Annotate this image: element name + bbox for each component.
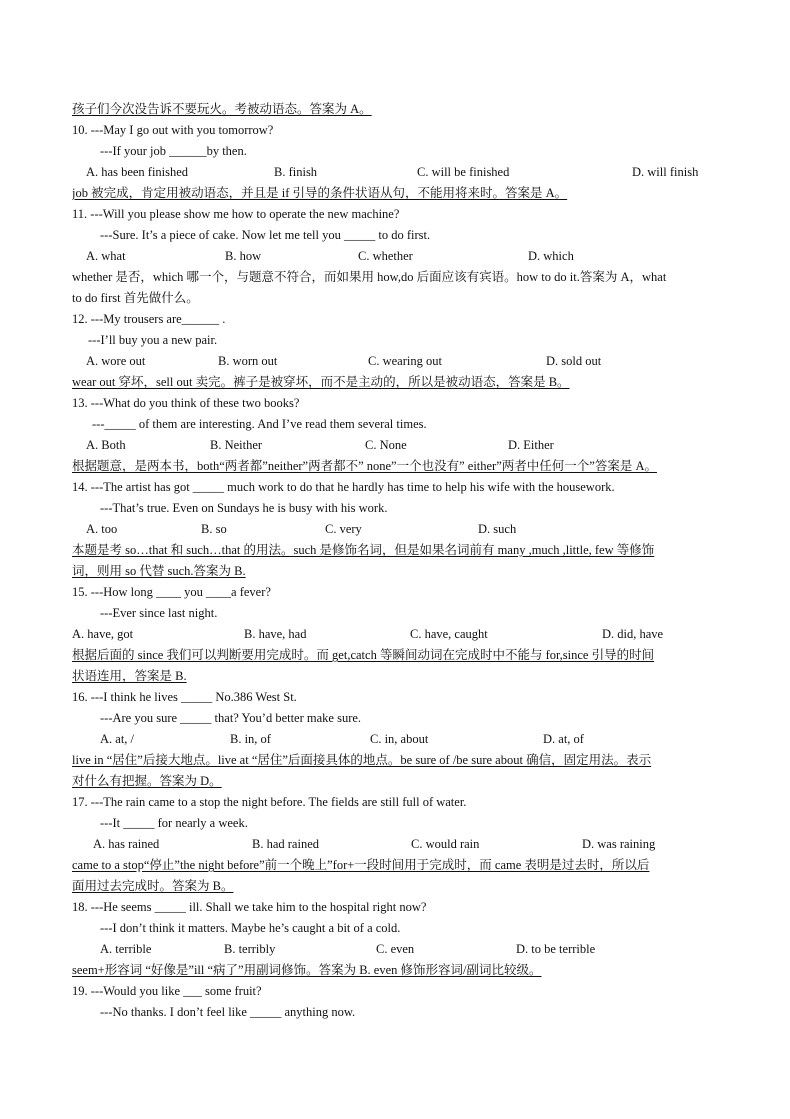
question-13-option-b: B. Neither <box>210 438 263 452</box>
question-11-option-b: B. how <box>225 249 262 263</box>
question-18-option-c: C. even <box>376 942 415 956</box>
question-11-reply: ---Sure. It’s a piece of cake. Now let me tell you _____ to do first. <box>100 228 431 242</box>
question-11-option-a: A. what <box>86 249 126 263</box>
question-15-option-b: B. have, had <box>244 627 307 641</box>
question-12-option-d: D. sold out <box>546 354 602 368</box>
question-17-option-c: C. would rain <box>411 837 480 851</box>
question-10-stem: 10. ---May I go out with you tomorrow? <box>72 123 274 137</box>
question-10-option-a: A. has been finished <box>86 165 189 179</box>
question-15-option-a: A. have, got <box>72 627 134 641</box>
question-16-option-d: D. at, of <box>543 732 584 746</box>
question-12-option-c: C. wearing out <box>368 354 442 368</box>
question-17-stem: 17. ---The rain came to a stop the night before. The fields are still full of water. <box>72 795 467 809</box>
question-17-option-b: B. had rained <box>252 837 319 851</box>
question-18-option-b: B. terribly <box>224 942 276 956</box>
question-14-option-c: C. very <box>325 522 362 536</box>
question-13-option-c: C. None <box>365 438 407 452</box>
question-16-explanation-cont: 对什么有把握。答案为 D。 <box>72 774 222 788</box>
question-10-option-b: B. finish <box>274 165 318 179</box>
question-19-reply: ---No thanks. I don’t feel like _____ anything now. <box>100 1005 356 1019</box>
question-11-option-d: D. which <box>528 249 574 263</box>
question-17-option-d: D. was raining <box>582 837 656 851</box>
question-13-option-a: A. Both <box>86 438 126 452</box>
question-19-stem: 19. ---Would you like ___ some fruit? <box>72 984 262 998</box>
question-11-stem: 11. ---Will you please show me how to operate the new machine? <box>72 207 400 221</box>
question-14-explanation-cont: 词，则用 so 代替 such.答案为 B. <box>72 564 246 578</box>
question-16-option-b: B. in, of <box>230 732 271 746</box>
question-13-stem: 13. ---What do you think of these two books? <box>72 396 300 410</box>
question-14-option-a: A. too <box>86 522 118 536</box>
question-12-reply: ---I’ll buy you a new pair. <box>88 333 218 347</box>
question-18-option-a: A. terrible <box>100 942 152 956</box>
question-14-reply: ---That’s true. Even on Sundays he is busy with his work. <box>100 501 388 515</box>
question-15-stem: 15. ---How long ____ you ____a fever? <box>72 585 271 599</box>
question-12-stem: 12. ---My trousers are______ . <box>72 312 226 326</box>
question-15-option-d: D. did, have <box>602 627 664 641</box>
question-10-reply: ---If your job ______by then. <box>100 144 247 158</box>
question-10-option-c: C. will be finished <box>417 165 510 179</box>
question-15-explanation: 根据后面的 since 我们可以判断要用完成时。而 get,catch 等瞬间动词在完成时中不能与 for,since 引导的时间 <box>72 648 655 662</box>
question-18-option-d: D. to be terrible <box>516 942 596 956</box>
question-14-stem: 14. ---The artist has got _____ much work to do that he hardly has time to help his wife with the housework. <box>72 480 615 494</box>
question-15-option-c: C. have, caught <box>410 627 488 641</box>
question-17-explanation: came to a stop“停止”the night before”前一个晚上”for+一段时间用于完成时，而 came 表明是过去时，所以后 <box>72 858 650 872</box>
question-14-explanation: 本题是考 so…that 和 such…that 的用法。such 是修饰名词，但是如果名词前有 many ,much ,little, few 等修饰 <box>72 543 655 557</box>
question-11-explanation-cont: to do first 首先做什么。 <box>72 291 199 305</box>
question-10-option-d: D. will finish <box>632 165 699 179</box>
question-17-explanation-cont: 面用过去完成时。答案为 B。 <box>72 879 234 893</box>
question-13-reply: ---_____ of them are interesting. And I’ve read them several times. <box>92 417 427 431</box>
question-14-option-d: D. such <box>478 522 517 536</box>
question-18-reply: ---I don’t think it matters. Maybe he’s caught a bit of a cold. <box>100 921 401 935</box>
question-15-explanation-cont: 状语连用，答案是 B. <box>72 669 187 683</box>
question-11-option-c: C. whether <box>358 249 413 263</box>
question-16-option-c: C. in, about <box>370 732 429 746</box>
question-13-explanation: 根据题意，是两本书，both“两者都”neither”两者都不” none”一个也没有” either”两者中任何一个”答案是 A。 <box>72 459 657 473</box>
question-16-option-a: A. at, / <box>100 732 135 746</box>
question-12-option-b: B. worn out <box>218 354 278 368</box>
question-17-option-a: A. has rained <box>93 837 160 851</box>
question-15-reply: ---Ever since last night. <box>100 606 218 620</box>
question-16-stem: 16. ---I think he lives _____ No.386 West St. <box>72 690 297 704</box>
question-12-option-a: A. wore out <box>86 354 146 368</box>
question-14-option-b: B. so <box>201 522 227 536</box>
question-18-stem: 18. ---He seems _____ ill. Shall we take him to the hospital right now? <box>72 900 427 914</box>
question-12-explanation: wear out 穿坏，sell out 卖完。裤子是被穿坏，而不是主动的，所以是被动语态，答案是 B。 <box>72 375 570 389</box>
question-17-reply: ---It _____ for nearly a week. <box>100 816 248 830</box>
question-11-explanation: whether 是否，which 哪一个，与题意不符合，而如果用 how,do 后面应该有宾语。how to do it.答案为 A，what <box>72 270 667 284</box>
explanation-line: 孩子们今次没告诉不要玩火。考被动语态。答案为 A。 <box>72 102 372 116</box>
question-18-explanation: seem+形容词 “好像是”ill “病了”用副词修饰。答案为 B. even 修饰形容词/副词比较级。 <box>72 963 542 977</box>
question-16-explanation: live in “居住”后接大地点。live at “居住”后面接具体的地点。be sure of /be sure about 确信，固定用法。表示 <box>72 753 652 767</box>
question-13-option-d: D. Either <box>508 438 554 452</box>
question-10-explanation: job 被完成，肯定用被动语态，并且是 if 引导的条件状语从句，不能用将来时。答案是 A。 <box>72 186 568 200</box>
question-16-reply: ---Are you sure _____ that? You’d better make sure. <box>100 711 362 725</box>
